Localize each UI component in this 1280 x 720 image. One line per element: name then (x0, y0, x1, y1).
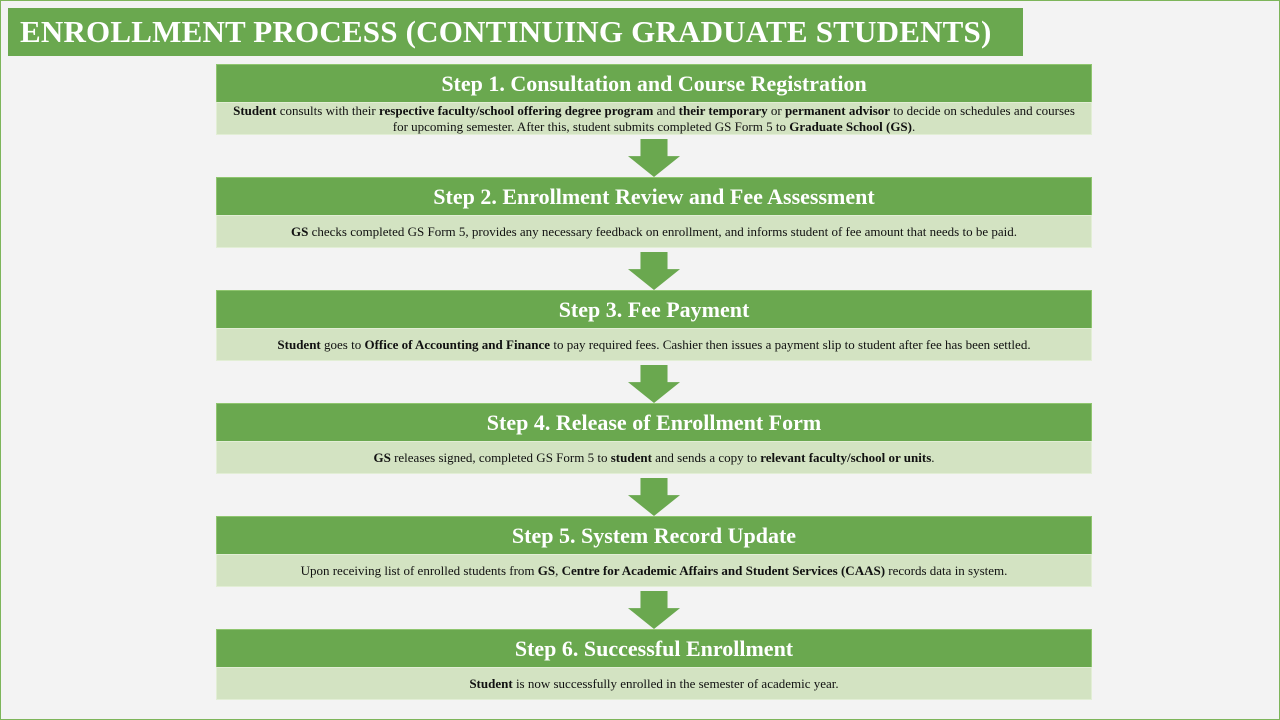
step-description-text: to decide on schedules and courses for upcoming semester. After this, student submits completed GS Form 5 to (392, 102, 1075, 134)
step-heading: Step 1. Consultation and Course Registration (216, 64, 1092, 102)
step-description-emphasis: GS (290, 223, 309, 239)
step-description-text: to pay required fees. Cashier then issues a payment slip to student after fee has been settled. (550, 336, 1031, 352)
step-description (216, 667, 1092, 700)
step-description (216, 215, 1092, 248)
step-description-emphasis: Office of Accounting and Finance (364, 336, 551, 352)
flow-arrow-icon (628, 139, 680, 177)
step-description (216, 328, 1092, 361)
step-description-text: goes to (320, 336, 365, 352)
step-description-text: or (767, 102, 785, 118)
step-description-emphasis: Student (277, 336, 321, 352)
process-step-5 (216, 516, 1092, 587)
process-step-3 (216, 290, 1092, 361)
step-description-text: . (912, 118, 916, 134)
step-description-emphasis: Centre for Academic Affairs and Student Services (CAAS) (561, 562, 886, 578)
step-description-text: releases signed, completed GS Form 5 to (390, 449, 611, 465)
step-description-emphasis: student (610, 449, 652, 465)
step-description-emphasis: Student (233, 102, 277, 118)
step-description-emphasis: permanent advisor (784, 102, 891, 118)
step-heading: Step 3. Fee Payment (216, 290, 1092, 328)
step-description-text: is now successfully enrolled in the semester of academic year. (512, 675, 839, 691)
process-step-4 (216, 403, 1092, 474)
step-description-text: . (931, 449, 935, 465)
step-description-text: , (555, 562, 562, 578)
step-description-emphasis: Graduate School (GS) (789, 118, 912, 134)
flow-arrow-icon (628, 591, 680, 629)
step-description-text: records data in system. (885, 562, 1008, 578)
flow-arrow-icon (628, 478, 680, 516)
step-description-text: consults with their (276, 102, 379, 118)
process-step-6 (216, 629, 1092, 700)
step-heading: Step 6. Successful Enrollment (216, 629, 1092, 667)
flow-arrow-icon (628, 252, 680, 290)
step-description-emphasis: respective faculty/school offering degree program (379, 102, 654, 118)
step-description-text: Upon receiving list of enrolled students from (300, 562, 538, 578)
flow-arrow-icon (628, 365, 680, 403)
step-description-text: and (653, 102, 679, 118)
process-step-1 (216, 64, 1092, 135)
step-description (216, 102, 1092, 135)
step-heading: Step 2. Enrollment Review and Fee Assessment (216, 177, 1092, 215)
step-description (216, 554, 1092, 587)
step-description-emphasis: GS (537, 562, 556, 578)
step-description-emphasis: GS (373, 449, 391, 465)
step-description-text: and sends a copy to (651, 449, 761, 465)
step-description-emphasis: relevant faculty/school or units (760, 449, 932, 465)
process-step-2 (216, 177, 1092, 248)
step-description (216, 441, 1092, 474)
step-description-emphasis: their temporary (678, 102, 768, 118)
step-heading: Step 5. System Record Update (216, 516, 1092, 554)
step-heading: Step 4. Release of Enrollment Form (216, 403, 1092, 441)
step-description-text: checks completed GS Form 5, provides any necessary feedback on enrollment, and informs student of fee amount that needs to be paid. (308, 223, 1017, 239)
page-title: ENROLLMENT PROCESS (CONTINUING GRADUATE STUDENTS) (8, 8, 1023, 56)
step-description-emphasis: Student (469, 675, 513, 691)
